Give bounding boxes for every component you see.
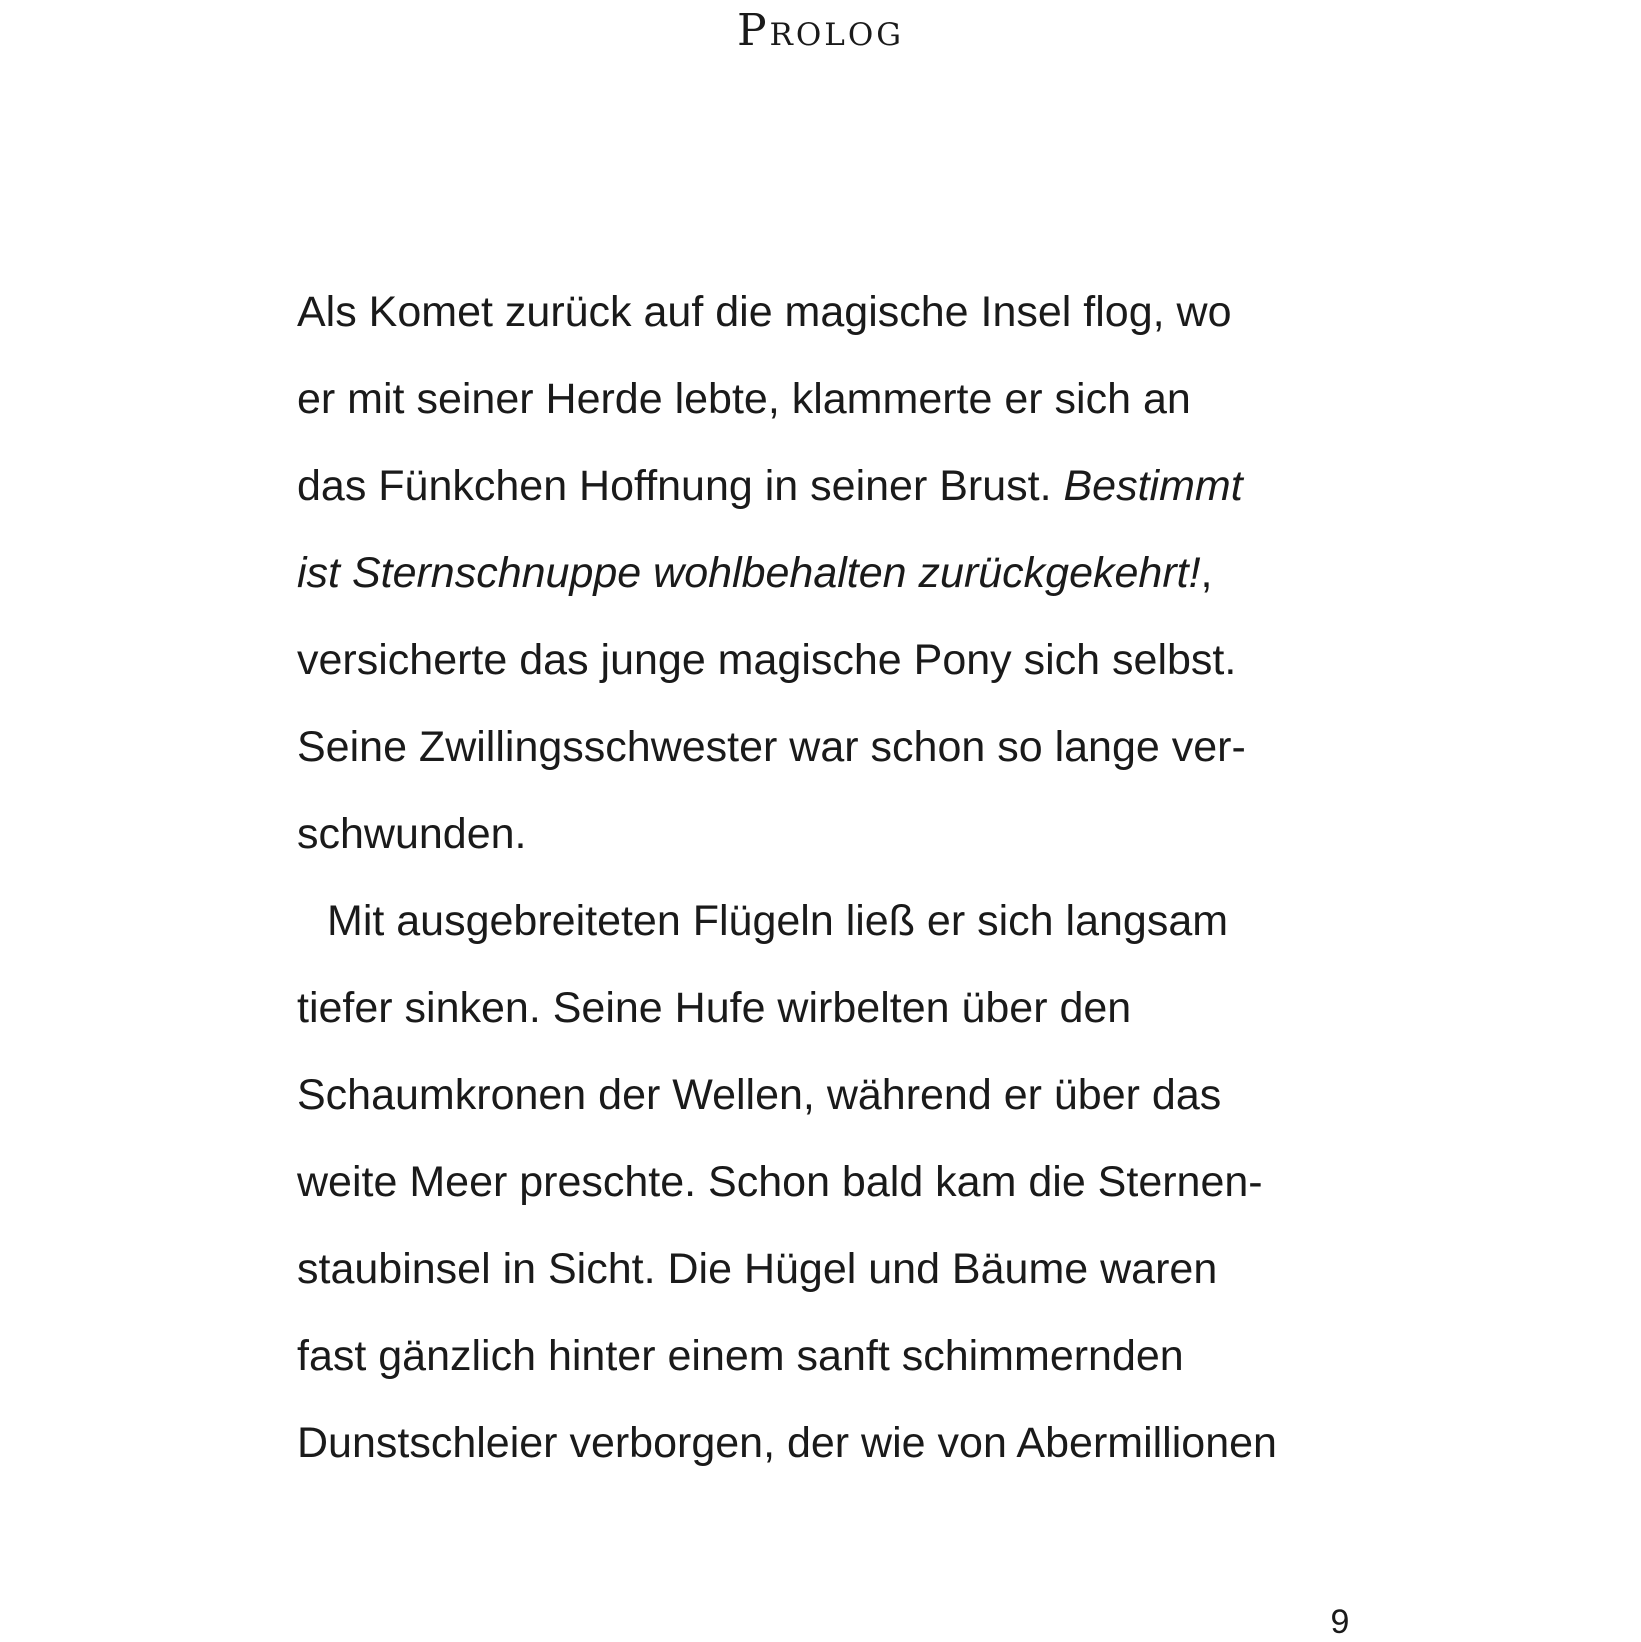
text-run: staubinsel in Sicht. Die Hügel und Bäume waren [297, 1245, 1218, 1293]
text-line [297, 443, 1417, 530]
text-line [297, 965, 1417, 1052]
text-run: Mit ausgebreiteten Flügeln ließ er sich langsam [327, 897, 1229, 945]
text-run: Dunstschleier verborgen, der wie von Abermillionen [297, 1419, 1277, 1467]
text-run: fast gänzlich hinter einem sanft schimmernden [297, 1332, 1184, 1380]
text-run: er mit seiner Herde lebte, klammerte er sich an [297, 375, 1191, 423]
text-line [297, 269, 1417, 356]
text-run: Schaumkronen der Wellen, während er über das [297, 1071, 1222, 1119]
chapter-title: Prolog [736, 5, 905, 56]
text-run: , [1200, 549, 1213, 597]
text-line [297, 356, 1417, 443]
text-line [297, 1139, 1417, 1226]
page-number: 9 [1330, 1603, 1350, 1641]
text-line [297, 530, 1417, 617]
text-line [297, 791, 1417, 878]
text-run: Als Komet zurück auf die magische Insel flog, wo [297, 288, 1232, 336]
text-line [297, 617, 1417, 704]
text-run: Seine Zwillingsschwester war schon so lange ver- [297, 723, 1246, 771]
text-line [297, 1400, 1417, 1487]
text-line-indented [297, 878, 1417, 965]
text-run: versicherte das junge magische Pony sich selbst. [297, 636, 1237, 684]
body-text [297, 269, 1417, 1487]
text-line [297, 1052, 1417, 1139]
text-run: tiefer sinken. Seine Hufe wirbelten über den [297, 984, 1132, 1032]
text-run-italic: ist Sternschnuppe wohlbehalten zurückgekehrt! [297, 549, 1201, 597]
text-run: das Fünkchen Hoffnung in seiner Brust. [297, 462, 1064, 510]
text-run: schwunden. [297, 810, 527, 858]
text-line [297, 1313, 1417, 1400]
text-line [297, 1226, 1417, 1313]
text-run-italic: Bestimmt [1063, 462, 1243, 510]
text-run: weite Meer preschte. Schon bald kam die Sternen- [297, 1158, 1263, 1206]
text-line [297, 704, 1417, 791]
